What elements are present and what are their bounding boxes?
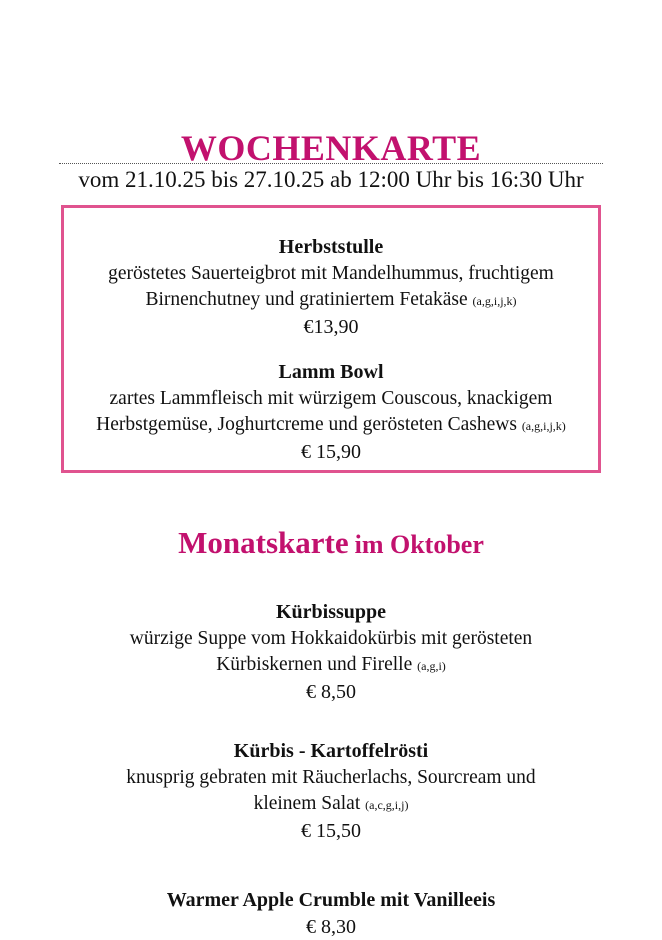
monthly-section-title [0,473,662,561]
monthly-title-suffix: im Oktober [354,530,484,559]
item-description-line1: zartes Lammfleisch mit würzigem Couscous, knackigem [109,388,553,409]
menu-item-kuerbissuppe [0,599,662,706]
item-description-line2: Herbstgemüse, Joghurtcreme und gerösteten Cashews [96,414,517,435]
item-name: Kürbissuppe [275,601,387,623]
item-name: Warmer Apple Crumble mit Vanilleeis [166,889,496,911]
item-description [64,386,598,439]
item-description-line2: kleinem Salat [253,793,361,814]
allergen-codes: (a,g,i,j,k) [472,294,517,308]
allergen-codes: (a,c,g,i,j) [365,798,409,812]
menu-item-herbststulle [64,234,598,341]
item-description [0,626,662,679]
item-description-line1: würzige Suppe vom Hokkaidokürbis mit gerösteten [129,628,533,649]
item-price: € 8,30 [306,916,356,938]
item-name: Kürbis - Kartoffelrösti [233,740,429,762]
item-description-line2: Birnenchutney und gratiniertem Fetakäse [145,289,468,310]
menu-item-apple-crumble [0,887,662,940]
allergen-codes: (a,g,i) [417,659,446,673]
item-name: Lamm Bowl [278,361,384,383]
validity-subtitle: vom 21.10.25 bis 27.10.25 ab 12:00 Uhr bis 16:30 Uhr [78,167,584,192]
menu-header [0,0,662,194]
monthly-items-section [0,561,662,940]
item-description [64,261,598,314]
menu-item-lamm-bowl [64,359,598,466]
item-price: € 8,50 [306,681,356,703]
menu-item-kuerbis-kartoffelroesti [0,738,662,845]
item-price: € 15,90 [301,441,361,463]
monthly-title-main: Monatskarte [178,525,349,560]
item-description [0,765,662,818]
item-description-line1: knusprig gebraten mit Räucherlachs, Sourcream und [126,767,536,788]
allergen-codes: (a,g,i,j,k) [521,419,566,433]
page-title: WOCHENKARTE [180,128,482,168]
item-description-line1: geröstetes Sauerteigbrot mit Mandelhummus, fruchtigem [108,263,554,284]
item-price: € 15,50 [301,820,361,842]
weekly-specials-box [61,205,601,473]
item-description-line2: Kürbiskernen und Firelle [216,654,413,675]
item-name: Herbststulle [278,236,384,258]
item-price: €13,90 [303,316,359,338]
